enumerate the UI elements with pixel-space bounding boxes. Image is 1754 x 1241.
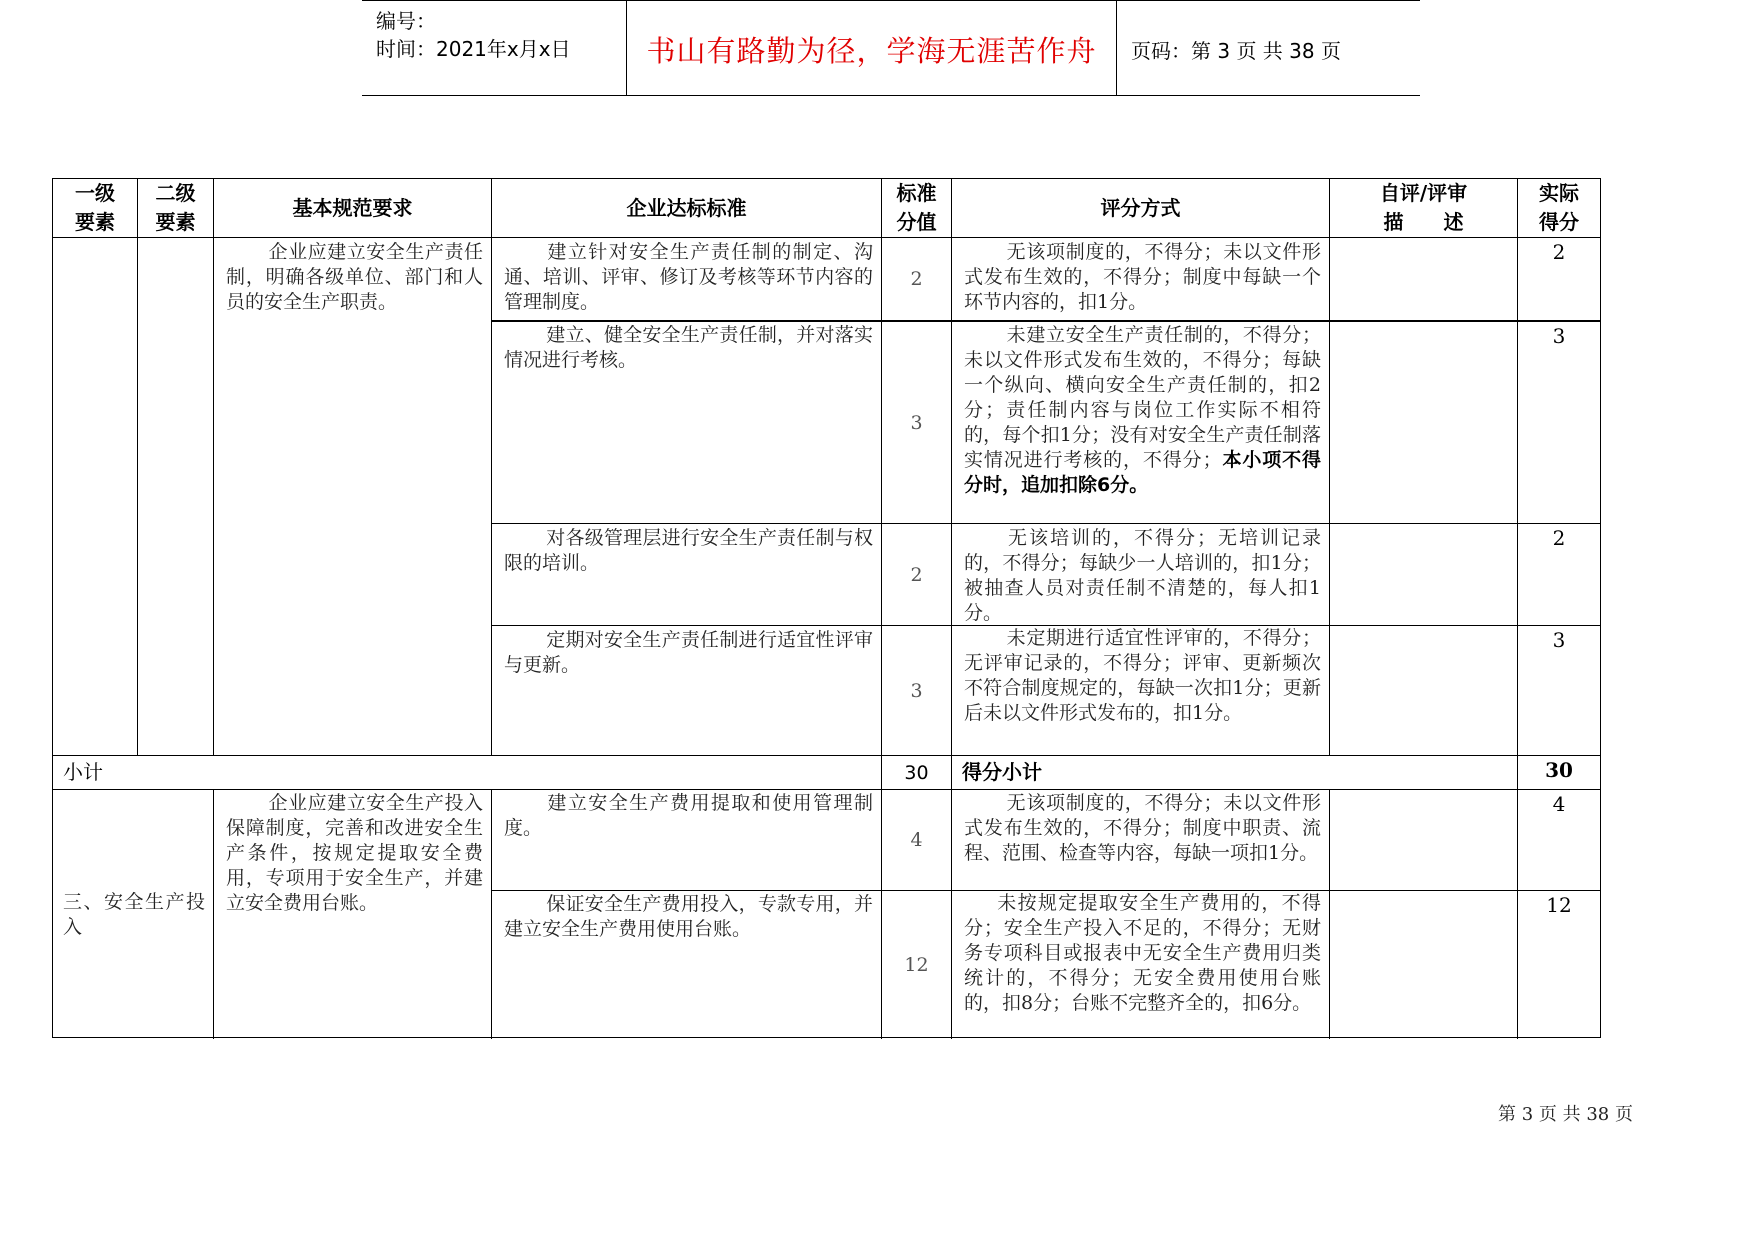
scoring-method: 无该培训的，不得分；无培训记录的，不得分；每缺少一人培训的，扣1分；被抽查人员对责任制不清楚的，每人扣1分。	[964, 527, 1321, 624]
requirement-responsibility: 企业应建立安全生产责任制，明确各级单位、部门和人员的安全生产职责。	[226, 241, 483, 313]
table-row: 对各级管理层进行安全生产责任制与权限的培训。	[504, 527, 873, 574]
standard-value: 4	[910, 829, 923, 851]
standard-value: 3	[910, 679, 923, 702]
col-header-level2: 二级 要素	[155, 181, 196, 234]
level1-element: 三、安全生产投入	[63, 890, 205, 938]
standard-value: 3	[910, 411, 923, 434]
header-motto: 书山有路勤为径，学海无涯苦作舟	[646, 34, 1097, 68]
header-page-number: 页码：第 3 页 共 38 页	[1131, 39, 1341, 63]
col-header-value: 标准 分值	[896, 181, 937, 234]
col-header-standard: 企业达标标准	[626, 195, 747, 220]
col-header-actual-score: 实际 得分	[1539, 181, 1579, 234]
standard-value: 2	[910, 563, 923, 586]
subtotal-value: 30	[904, 761, 929, 784]
actual-score: 2	[1552, 240, 1566, 264]
scoring-method: 未定期进行适宜性评审的，不得分；无评审记录的，不得分；评审、更新频次不符合制度规定的，每缺一次扣1分；更新后未以文件形式发布的，扣1分。	[964, 627, 1321, 724]
doc-date: 时间：2021年x月x日	[376, 37, 571, 61]
col-header-method: 评分方式	[1100, 195, 1181, 220]
actual-score: 4	[1552, 792, 1566, 816]
table-row: 建立安全生产费用提取和使用管理制度。	[504, 792, 873, 839]
requirement-investment: 企业应建立安全生产投入保障制度，完善和改进安全生产条件，按规定提取安全费用，专项用于安全生产，并建立安全费用台账。	[226, 792, 483, 914]
page-header	[362, 0, 1420, 96]
standard-value: 2	[910, 268, 923, 290]
standard-value: 12	[904, 954, 929, 976]
col-header-requirement: 基本规范要求	[292, 195, 413, 220]
subtotal-label: 小计	[63, 760, 103, 784]
subtotal-score: 30	[1545, 758, 1573, 782]
table-row: 保证安全生产费用投入，专款专用，并建立安全生产费用使用台账。	[504, 893, 873, 940]
table-row: 定期对安全生产责任制进行适宜性评审与更新。	[504, 629, 873, 676]
scoring-method: 未按规定提取安全生产费用的，不得分；安全生产投入不足的，不得分；无财务专项科目或报表中无安全生产费用归类统计的，不得分；无安全费用使用台账的，扣8分；台账不完整齐全的，扣6分。	[964, 892, 1321, 1014]
header-doc-info	[362, 1, 627, 95]
scoring-method: 无该项制度的，不得分；未以文件形式发布生效的，不得分；制度中职责、流程、范围、检查等内容，每缺一项扣1分。	[964, 792, 1321, 864]
doc-number-label: 编号：	[376, 9, 436, 33]
table-row: 建立针对安全生产责任制的制定、沟通、培训、评审、修订及考核等环节内容的管理制度。	[504, 241, 873, 313]
actual-score: 12	[1546, 893, 1572, 917]
actual-score: 3	[1552, 628, 1566, 652]
header-motto-cell	[627, 1, 1117, 95]
actual-score: 3	[1552, 324, 1566, 348]
scoring-method: 未建立安全生产责任制的，不得分；未以文件形式发布生效的，不得分；每缺一个纵向、横向安全生产责任制的，扣2分；责任制内容与岗位工作实际不相符的，每个扣1分；没有对安全生产责任制落实情况进行考核的，不得分；本小项不得分时，追加扣除6分。	[964, 324, 1321, 496]
table-row: 建立、健全安全生产责任制，并对落实情况进行考核。	[504, 324, 873, 371]
scoring-method: 无该项制度的，不得分；未以文件形式发布生效的，不得分；制度中每缺一个环节内容的，扣1分。	[964, 241, 1321, 313]
extra-deduction-note: 本小项不得分时，追加扣除6分。	[964, 449, 1321, 496]
assessment-table	[52, 178, 1601, 1038]
header-page-cell	[1117, 1, 1420, 95]
subtotal-method-label: 得分小计	[962, 760, 1042, 784]
page-footer: 第 3 页 共 38 页	[1498, 1104, 1633, 1125]
col-header-description: 自评/评审 描 述	[1379, 181, 1468, 234]
actual-score: 2	[1552, 526, 1566, 550]
col-header-level1: 一级 要素	[75, 181, 115, 234]
